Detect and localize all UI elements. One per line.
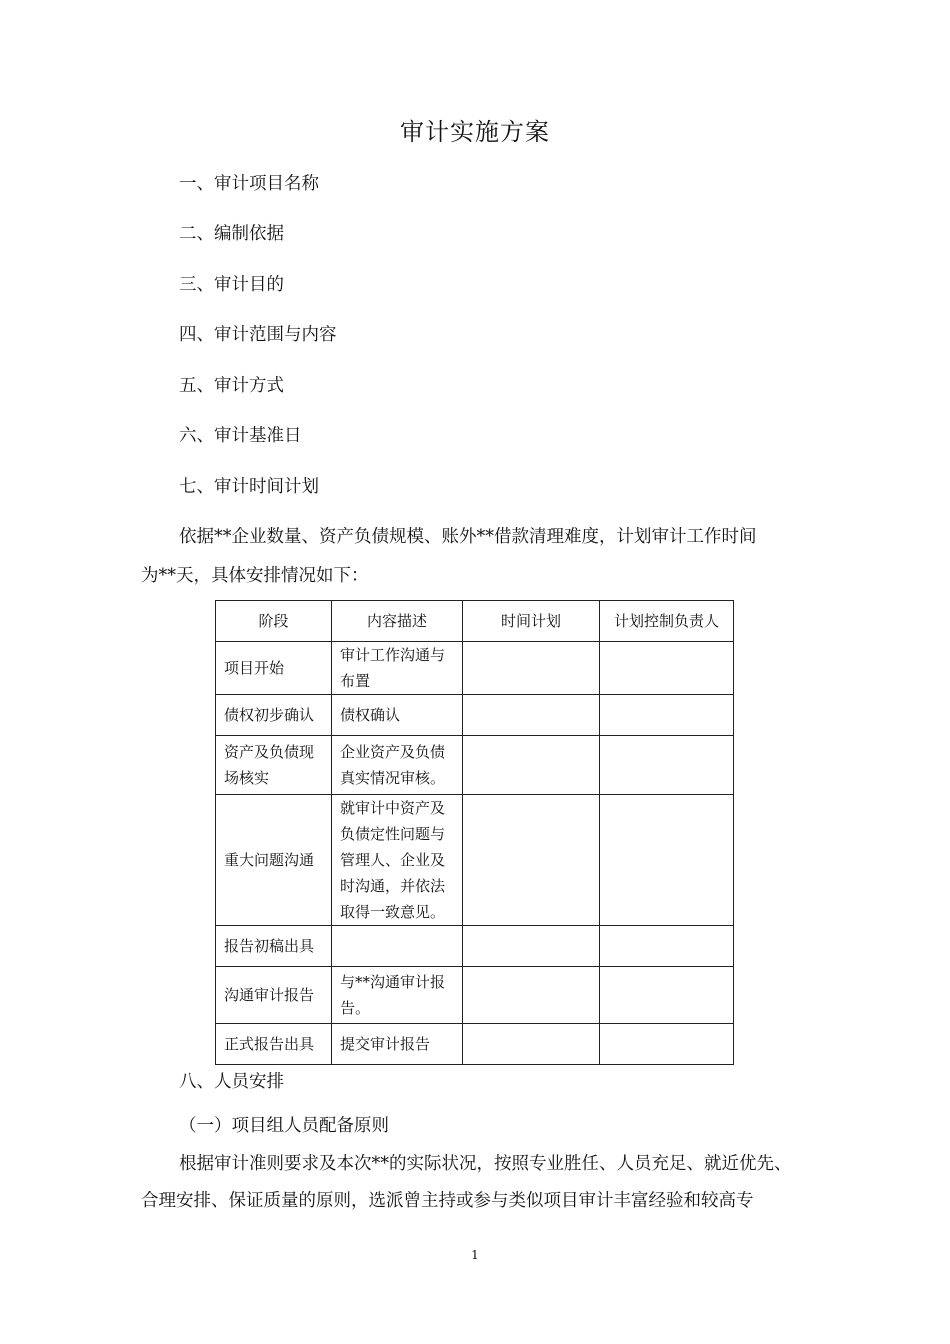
table-row: [216, 926, 734, 967]
section-heading-3: 三、审计目的: [179, 275, 284, 295]
stage-cell: 正式报告出具: [216, 1024, 332, 1065]
stage-cell: 重大问题沟通: [216, 795, 332, 926]
description-cell: 审计工作沟通与布置: [332, 642, 463, 695]
section-heading-1: 一、审计项目名称: [179, 174, 319, 194]
description-cell: 提交审计报告: [332, 1024, 463, 1065]
stage-cell: 报告初稿出具: [216, 926, 332, 967]
owner-cell: [600, 736, 734, 795]
section-heading-2: 二、编制依据: [179, 224, 284, 244]
owner-cell: [600, 695, 734, 736]
description-cell: 企业资产及负债真实情况审核。: [332, 736, 463, 795]
section-heading-5: 五、审计方式: [179, 376, 284, 396]
description-cell: 就审计中资产及负债定性问题与管理人、企业及时沟通，并依法取得一致意见。: [332, 795, 463, 926]
header-description: 内容描述: [332, 601, 463, 642]
stage-cell: 沟通审计报告: [216, 967, 332, 1024]
header-owner: 计划控制负责人: [600, 601, 734, 642]
section-heading-4: 四、审计范围与内容: [179, 325, 337, 345]
stage-cell: 债权初步确认: [216, 695, 332, 736]
description-cell: [332, 926, 463, 967]
owner-cell: [600, 967, 734, 1024]
owner-cell: [600, 1024, 734, 1065]
time-plan-intro-line2: 为**天，具体安排情况如下：: [141, 566, 369, 586]
header-time-plan: 时间计划: [463, 601, 600, 642]
stage-cell: 项目开始: [216, 642, 332, 695]
time-cell: [463, 926, 600, 967]
time-plan-table: [215, 600, 734, 1065]
time-plan-intro-line1: 依据**企业数量、资产负债规模、账外**借款清理难度，计划审计工作时间: [179, 527, 757, 547]
section-heading-8: 八、人员安排: [179, 1072, 284, 1092]
time-cell: [463, 967, 600, 1024]
document-title: 审计实施方案: [400, 118, 550, 146]
table-row: [216, 1024, 734, 1065]
table-header-row: [216, 601, 734, 642]
owner-cell: [600, 795, 734, 926]
table-row: [216, 642, 734, 695]
table-row: [216, 967, 734, 1024]
section-heading-7: 七、审计时间计划: [179, 477, 319, 497]
description-cell: 债权确认: [332, 695, 463, 736]
table-row: [216, 695, 734, 736]
owner-cell: [600, 926, 734, 967]
time-cell: [463, 695, 600, 736]
section-heading-6: 六、审计基准日: [179, 426, 302, 446]
time-cell: [463, 642, 600, 695]
stage-cell: 资产及负债现场核实: [216, 736, 332, 795]
subsection-heading-1: （一）项目组人员配备原则: [179, 1116, 389, 1136]
description-cell: 与**沟通审计报告。: [332, 967, 463, 1024]
table-row: [216, 795, 734, 926]
table-row: [216, 736, 734, 795]
page-number: 1: [471, 1248, 479, 1262]
time-cell: [463, 736, 600, 795]
time-cell: [463, 795, 600, 926]
time-cell: [463, 1024, 600, 1065]
owner-cell: [600, 642, 734, 695]
staffing-para-line1: 根据审计准则要求及本次**的实际状况，按照专业胜任、人员充足、就近优先、: [179, 1154, 792, 1174]
staffing-para-line2: 合理安排、保证质量的原则，选派曾主持或参与类似项目审计丰富经验和较高专: [141, 1191, 754, 1211]
header-stage: 阶段: [216, 601, 332, 642]
